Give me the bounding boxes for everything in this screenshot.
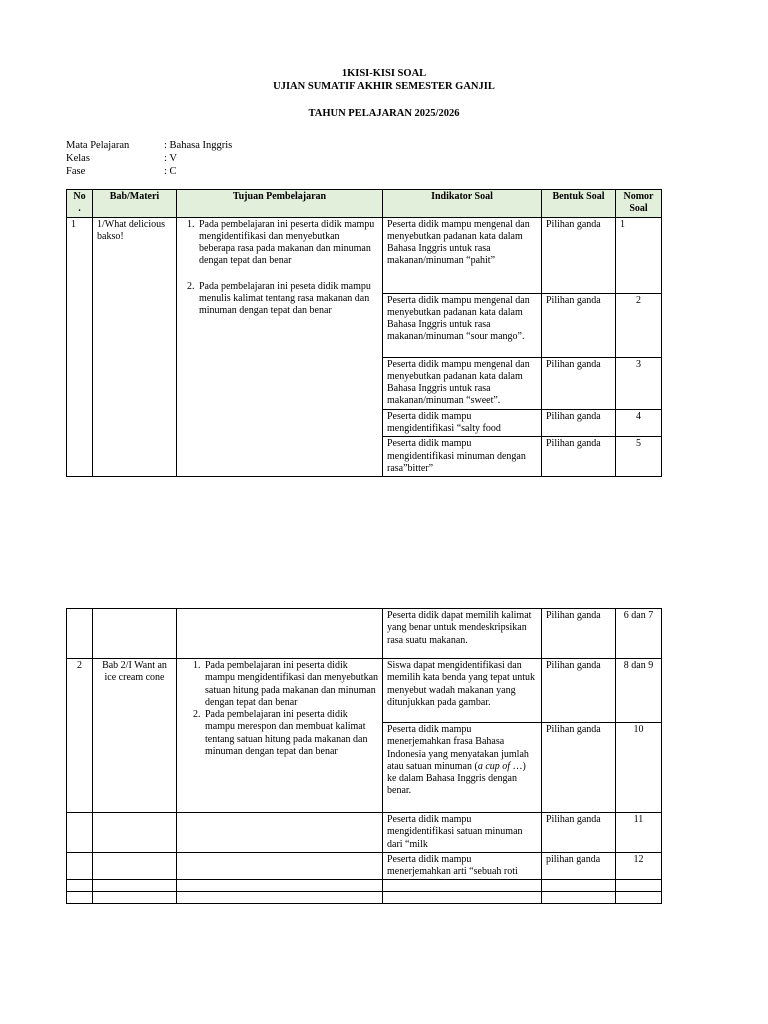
cell-nomor: 12	[616, 852, 662, 880]
cell-bab	[93, 813, 177, 853]
grid-table-2	[66, 608, 662, 904]
cell-indikator: Peserta didik dapat memilih kalimat yang benar untuk mendeskripsikan rasa suatu makanan.	[383, 609, 542, 659]
cell-bentuk: Pilihan ganda	[542, 609, 616, 659]
cell-no: 2	[67, 659, 93, 813]
cell-no	[67, 852, 93, 880]
cell-nomor: 5	[616, 437, 662, 477]
table-header-row	[67, 190, 662, 218]
tujuan-item: 2. Pada pembelajaran ini peseta didik mampu menulis kalimat tentang rasa makanan dan minuman dengan tepat dan benar	[197, 281, 378, 318]
cell-empty	[383, 892, 542, 904]
info-value: : C	[164, 166, 177, 177]
cell-empty	[93, 892, 177, 904]
info-value: : V	[164, 153, 177, 164]
table-row	[67, 609, 662, 659]
info-label: Kelas	[66, 153, 90, 164]
cell-empty	[177, 892, 383, 904]
cell-bentuk: Pilihan ganda	[542, 217, 616, 293]
cell-tujuan	[177, 813, 383, 853]
cell-bab: Bab 2/I Want an ice cream cone	[93, 659, 177, 813]
doc-subtitle: UJIAN SUMATIF AKHIR SEMESTER GANJIL	[273, 81, 495, 92]
cell-indikator: Peserta didik mampu mengenal dan menyebutkan padanan kata dalam Bahasa Inggris untuk rasa makanan/minuman “sour mango”.	[383, 293, 542, 357]
cell-indikator: Peserta didik mampu menerjemahkan arti “sebuah roti	[383, 852, 542, 880]
cell-no	[67, 813, 93, 853]
doc-title: 1KISI-KISI SOAL	[341, 68, 427, 79]
doc-year: TAHUN PELAJARAN 2025/2026	[308, 108, 460, 119]
table-row	[67, 217, 662, 293]
cell-bentuk: pilihan ganda	[542, 852, 616, 880]
cell-indikator: Peserta didik mampu mengenal dan menyebutkan padanan kata dalam Bahasa Inggris untuk rasa makanan/minuman “sweet”.	[383, 357, 542, 409]
cell-bentuk: Pilihan ganda	[542, 293, 616, 357]
col-header-indikator: Indikator Soal	[383, 190, 542, 218]
cell-indikator: Siswa dapat mengidentifikasi dan memilih kata benda yang tepat untuk menyebut wadah makanan yang ditunjukkan pada gambar.	[383, 659, 542, 723]
cell-nomor: 2	[616, 293, 662, 357]
info-label: Fase	[66, 166, 86, 177]
col-header-bab: Bab/Materi	[93, 190, 177, 218]
cell-nomor: 8 dan 9	[616, 659, 662, 723]
cell-nomor: 1	[616, 217, 662, 293]
tujuan-item: 1. Pada pembelajaran ini peserta didik mampu mengidentifikasi dan menyebutkan beberapa rasa pada makanan dan minuman dengan tepat dan benar	[197, 219, 378, 268]
cell-bentuk: Pilihan ganda	[542, 659, 616, 723]
cell-indikator: Peserta didik mampu mengidentifikasi satuan minuman dari “milk	[383, 813, 542, 853]
col-header-no: No .	[67, 190, 93, 218]
cell-indikator: Peserta didik mampu menerjemahkan frasa Bahasa Indonesia yang menyatakan jumlah atau satuan minuman (a cup of …) ke dalam Bahasa Inggris dengan benar.	[383, 723, 542, 813]
cell-tujuan	[177, 217, 383, 477]
col-header-bentuk: Bentuk Soal	[542, 190, 616, 218]
col-header-tujuan: Tujuan Pembelajaran	[177, 190, 383, 218]
cell-empty	[383, 880, 542, 892]
cell-bentuk: Pilihan ganda	[542, 409, 616, 437]
cell-nomor: 10	[616, 723, 662, 813]
info-value: : Bahasa Inggris	[164, 140, 233, 151]
cell-empty	[67, 880, 93, 892]
cell-empty	[542, 880, 616, 892]
cell-empty	[177, 880, 383, 892]
cell-empty	[616, 880, 662, 892]
emphasis-text: a cup of	[477, 760, 511, 772]
col-header-nomor: Nomor Soal	[616, 190, 662, 218]
cell-indikator: Peserta didik mampu mengidentifikasi minuman dengan rasa”bitter”	[383, 437, 542, 477]
cell-bentuk: Pilihan ganda	[542, 723, 616, 813]
cell-bab: 1/What delicious bakso!	[93, 217, 177, 477]
table-row	[67, 659, 662, 723]
grid-table-1	[66, 189, 662, 477]
cell-tujuan	[177, 609, 383, 659]
cell-bentuk: Pilihan ganda	[542, 437, 616, 477]
cell-nomor: 11	[616, 813, 662, 853]
cell-indikator: Peserta didik mampu mengenal dan menyebutkan padanan kata dalam Bahasa Inggris untuk rasa makanan/minuman “pahit”	[383, 217, 542, 293]
cell-nomor: 4	[616, 409, 662, 437]
cell-no	[67, 609, 93, 659]
cell-no: 1	[67, 217, 93, 477]
cell-bab	[93, 852, 177, 880]
cell-tujuan	[177, 659, 383, 813]
cell-bentuk: Pilihan ganda	[542, 813, 616, 853]
cell-tujuan	[177, 852, 383, 880]
table-row-empty	[67, 880, 662, 892]
info-label: Mata Pelajaran	[66, 140, 130, 151]
table-row	[67, 813, 662, 853]
cell-empty	[93, 880, 177, 892]
cell-bentuk: Pilihan ganda	[542, 357, 616, 409]
cell-indikator: Peserta didik mampu mengidentifikasi “salty food	[383, 409, 542, 437]
tujuan-item: 2. Pada pembelajaran ini peserta didik mampu merespon dan membuat kalimat tentang satuan hitung pada makanan dan minuman dengan tepat dan benar	[203, 709, 378, 758]
cell-bab	[93, 609, 177, 659]
cell-nomor: 6 dan 7	[616, 609, 662, 659]
table-row-empty	[67, 892, 662, 904]
table-row	[67, 852, 662, 880]
cell-empty	[67, 892, 93, 904]
cell-empty	[616, 892, 662, 904]
cell-empty	[542, 892, 616, 904]
tujuan-item: 1. Pada pembelajaran ini peserta didik mampu mengidentifikasi dan menyebutkan satuan hitung pada makanan dan minuman dengan tepat dan benar	[203, 660, 378, 709]
cell-nomor: 3	[616, 357, 662, 409]
